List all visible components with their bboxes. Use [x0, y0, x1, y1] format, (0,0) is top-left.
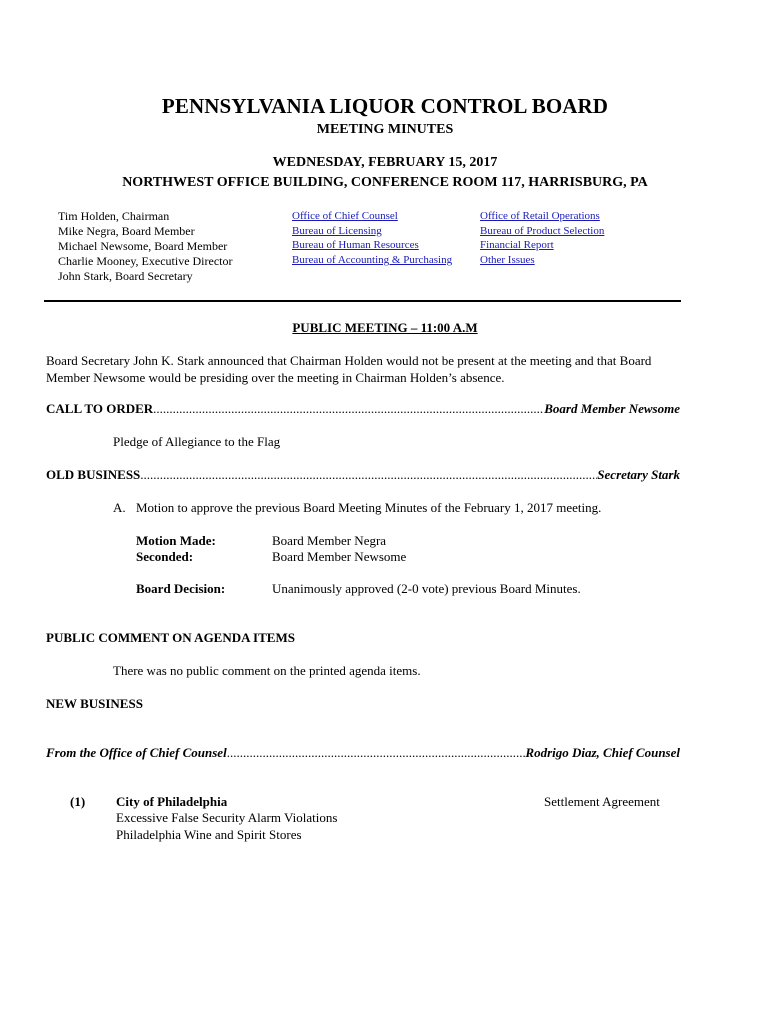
- document-subtitle: MEETING MINUTES: [316, 122, 454, 137]
- section-links-column-2: [480, 209, 604, 268]
- call-to-order-row: [46, 401, 680, 417]
- link-bureau-of-product-selection[interactable]: Bureau of Product Selection: [480, 224, 605, 237]
- link-other-issues[interactable]: Other Issues: [480, 254, 535, 267]
- old-business-label: OLD BUSINESS: [46, 467, 141, 482]
- link-office-of-retail-operations[interactable]: Office of Retail Operations: [480, 210, 600, 222]
- section-links-column-1: [292, 209, 452, 268]
- leader-dots: [153, 401, 544, 417]
- chief-counsel-row: [46, 745, 680, 761]
- public-meeting-heading: PUBLIC MEETING – 11:00 A.M: [292, 320, 478, 335]
- agenda-item-title: City of Philadelphia: [116, 794, 228, 809]
- call-to-order-label: CALL TO ORDER: [46, 401, 154, 416]
- intro-paragraph: Board Secretary John K. Stark announced that Chairman Holden would not be present at the meeting and that Board Member Newsome would be presiding over the meeting in Chairman Holden’s absence.: [46, 353, 652, 385]
- header-divider: [44, 300, 681, 302]
- old-business-row: [46, 467, 680, 483]
- link-bureau-of-human-resources[interactable]: Bureau of Human Resources: [292, 239, 419, 252]
- meeting-date: WEDNESDAY, FEBRUARY 15, 2017: [272, 155, 498, 170]
- board-decision-value: Unanimously approved (2-0 vote) previous Board Minutes.: [272, 581, 581, 596]
- agenda-item-outcome: Settlement Agreement: [544, 794, 660, 809]
- agenda-item-number: (1): [70, 794, 86, 809]
- attendee-item: Michael Newsome, Board Member: [58, 239, 228, 253]
- motion-made-value: Board Member Negra: [272, 533, 387, 548]
- link-financial-report[interactable]: Financial Report: [480, 239, 554, 252]
- attendee-list: [58, 209, 233, 284]
- chief-counsel-presenter: Rodrigo Diaz, Chief Counsel: [525, 745, 680, 760]
- old-business-item-text: Motion to approve the previous Board Meeting Minutes of the February 1, 2017 meeting.: [136, 500, 602, 515]
- leader-dots: [227, 745, 526, 761]
- motion-made-label: Motion Made:: [136, 533, 216, 548]
- chief-counsel-label: From the Office of Chief Counsel: [46, 745, 227, 760]
- public-comment-heading: PUBLIC COMMENT ON AGENDA ITEMS: [46, 630, 295, 645]
- attendee-item: John Stark, Board Secretary: [58, 269, 193, 283]
- link-bureau-of-licensing[interactable]: Bureau of Licensing: [292, 224, 382, 237]
- old-business-presenter: Secretary Stark: [597, 467, 680, 482]
- call-to-order-item: Pledge of Allegiance to the Flag: [113, 434, 281, 449]
- document-title: PENNSYLVANIA LIQUOR CONTROL BOARD: [161, 94, 609, 118]
- call-to-order-presenter: Board Member Newsome: [544, 401, 680, 416]
- link-office-of-chief-counsel[interactable]: Office of Chief Counsel: [292, 210, 398, 222]
- new-business-heading: NEW BUSINESS: [46, 696, 143, 711]
- leader-dots: [140, 467, 597, 483]
- agenda-item-detail: Excessive False Security Alarm Violations: [116, 810, 338, 825]
- old-business-item-letter: A.: [113, 500, 126, 515]
- public-comment-text: There was no public comment on the printed agenda items.: [113, 663, 421, 678]
- board-decision-label: Board Decision:: [136, 581, 226, 596]
- seconded-value: Board Member Newsome: [272, 549, 407, 564]
- attendee-item: Mike Negra, Board Member: [58, 224, 195, 238]
- meeting-location: NORTHWEST OFFICE BUILDING, CONFERENCE ROOM 117, HARRISBURG, PA: [122, 175, 648, 190]
- attendee-item: Charlie Mooney, Executive Director: [58, 254, 233, 268]
- agenda-item-detail: Philadelphia Wine and Spirit Stores: [116, 827, 302, 842]
- seconded-label: Seconded:: [136, 549, 194, 564]
- attendee-item: Tim Holden, Chairman: [58, 209, 170, 223]
- link-bureau-of-accounting-purchasing[interactable]: Bureau of Accounting & Purchasing: [292, 254, 453, 267]
